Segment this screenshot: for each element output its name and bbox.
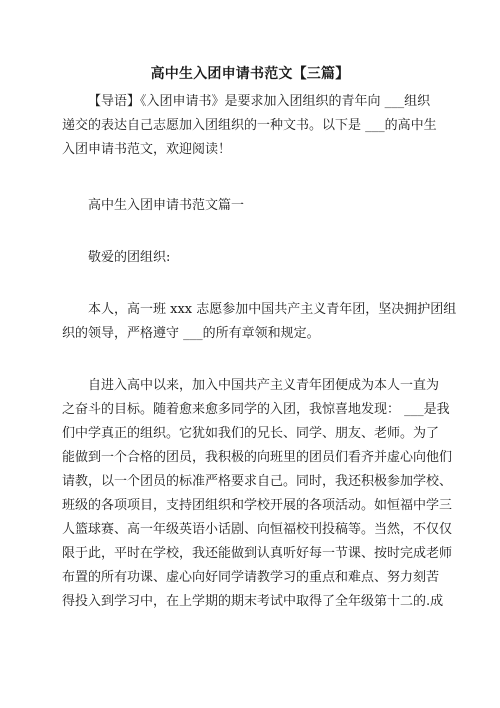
intro-paragraph [62, 90, 440, 162]
paragraph-line: 请教，以一个团员的标准严格要求自己。同时，我还积极参加学校、 [62, 474, 453, 489]
paragraph-line: 织的领导，严格遵守 ___的所有章领和规定。 [62, 326, 320, 341]
salutation-block [62, 246, 440, 270]
intro-line: 入团申请书范文，欢迎阅读！ [62, 142, 232, 157]
paragraph-line: 自进入高中以来，加入中国共产主义青年团便成为本人一直为 [88, 378, 440, 393]
paragraph-line: 人篮球赛、高一年级英语小话剧、向恒福校刊投稿等。当然，不仅仅 [62, 522, 453, 537]
paragraph-line: 本人，高一班 xxx 志愿参加中国共产主义青年团，坚决拥护团组 [88, 302, 457, 317]
paragraph-line: 能做到一个合格的团员，我积极的向班里的团员们看齐并虚心向他们 [62, 450, 453, 465]
paragraph-line: 得投入到学习中，在上学期的期末考试中取得了全年级第十二的.成 [62, 594, 444, 609]
paragraph-line: 限于此，平时在学校，我还能做到认真听好每一节课、按时完成老师 [62, 546, 453, 561]
paragraph-line: 之奋斗的目标。随着愈来愈多同学的入团，我惊喜地发现： ___是我 [62, 402, 450, 417]
document-title: 高中生入团申请书范文【三篇】 [150, 66, 350, 82]
paragraph-2 [62, 374, 453, 614]
paragraph-line: 布置的所有功课、虚心向好同学请教学习的重点和难点、努力刻苦 [62, 570, 440, 585]
paragraph-line: 班级的各项项目，支持团组织和学校开展的各项活动。如恒福中学三 [62, 498, 453, 513]
intro-line: 递交的表达自己志愿加入团组织的一种文书。以下是 ___的高中生 [62, 118, 437, 133]
section-heading: 高中生入团申请书范文篇一 [88, 198, 245, 213]
salutation: 敬爱的团组织: [88, 250, 171, 265]
paragraph-1 [62, 298, 457, 346]
section-heading-block [62, 194, 440, 218]
paragraph-line: 们中学真正的组织。它犹如我们的兄长、同学、朋友、老师。为了 [62, 426, 440, 441]
intro-line: 【导语】《入团申请书》是要求加入团组织的青年向 ___组织 [88, 94, 431, 109]
